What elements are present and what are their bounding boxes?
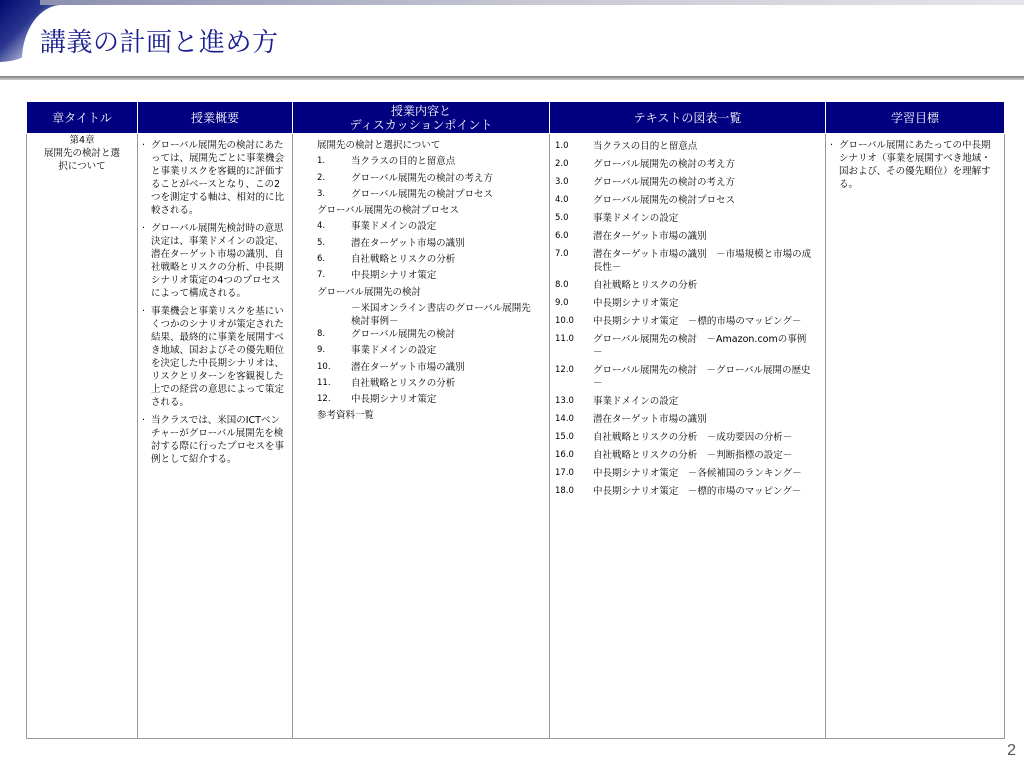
figure-item: [555, 176, 821, 189]
figure-title: グローバル展開先の検討プロセス: [593, 195, 736, 206]
content-heading-subtitle: －米国オンライン書店のグローバル展開先検討事例－: [351, 302, 531, 327]
table-header-row: [27, 102, 1005, 134]
syllabus-table: [26, 101, 1005, 739]
figure-number: 17.0: [555, 468, 574, 478]
content-item-number: 8.: [317, 328, 326, 339]
figure-number: 14.0: [555, 414, 574, 424]
content-item-number: 3.: [317, 188, 326, 199]
content-item-text: グローバル展開先の検討: [351, 328, 456, 340]
content-item-number: 4.: [317, 221, 326, 232]
figure-number: 15.0: [555, 432, 574, 442]
figure-title: 潜在ターゲット市場の識別: [593, 231, 707, 242]
figure-item: [555, 212, 821, 225]
overview-item: · 事業機会と事業リスクを基にいくつかのシナリオが策定された結果、最終的に事業を展開すべき地域、国およびその優先順位を決定した中長期シナリオは、リスクとリターンを客観視した上での経営の意思によって策定される。: [142, 305, 288, 409]
figure-item: [555, 279, 821, 292]
figure-item: [555, 395, 821, 408]
figure-item: [555, 413, 821, 426]
content-item-number: 2.: [317, 172, 326, 183]
chapter-title-line1: 展開先の検討と選: [43, 148, 120, 159]
content-item: [311, 328, 545, 344]
figures-cell: [550, 134, 826, 739]
goal-item: · グローバル展開にあたっての中長期シナリオ（事業を展開すべき地域・国および、その優先順位）を理解する。: [830, 139, 1000, 191]
chapter-title-line2: 択について: [58, 161, 106, 172]
content-item: [311, 253, 545, 269]
figure-title: グローバル展開先の検討の考え方: [593, 159, 736, 170]
header-goals: 学習目標: [826, 102, 1005, 134]
content-item-text: 中長期シナリオ策定: [351, 394, 437, 406]
content-item-number: 6.: [317, 254, 326, 265]
figure-number: 1.0: [555, 141, 569, 151]
content-heading: 参考資料一覧: [317, 410, 375, 422]
content-item-text: 自社戦略とリスクの分析: [351, 377, 456, 389]
figure-number: 4.0: [555, 195, 569, 205]
content-item: [311, 172, 545, 188]
header-chapter-title: 章タイトル: [27, 102, 138, 134]
content-item: [311, 155, 545, 171]
figure-number: 7.0: [555, 249, 569, 259]
content-item: [311, 344, 545, 360]
overview-cell: [138, 134, 293, 739]
content-item-number: 1.: [317, 156, 326, 167]
figure-title: 潜在ターゲット市場の識別: [593, 414, 707, 425]
chapter-cell: [27, 134, 138, 739]
figure-item: [555, 431, 821, 444]
content-item: [311, 188, 545, 204]
content-item-text: 当クラスの目的と留意点: [351, 156, 456, 168]
chapter-number: 第4章: [69, 135, 95, 146]
figure-title: 事業ドメインの設定: [593, 396, 679, 407]
figure-title: 中長期シナリオ策定 －標的市場のマッピング－: [593, 316, 802, 327]
content-list: [293, 134, 549, 426]
figure-title: 事業ドメインの設定: [593, 213, 679, 224]
content-item: [311, 361, 545, 377]
overview-item: · グローバル展開先検討時の意思決定は、事業ドメインの設定、潜在ターゲット市場の識別、自社戦略とリスクの分析、中長期シナリオ策定の4つのプロセスによって構成される。: [142, 222, 288, 300]
overview-item: · 当クラスでは、米国のICTベンチャーがグローバル展開先を検討する際に行ったプロセスを事例として紹介する。: [142, 414, 288, 466]
figure-number: 18.0: [555, 486, 574, 496]
header-content: [293, 102, 550, 134]
content-item-number: 7.: [317, 270, 326, 281]
header-content-line2: ディスカッションポイント: [349, 117, 493, 132]
header-overview: 授業概要: [138, 102, 293, 134]
content-item-number: 9.: [317, 345, 326, 356]
figure-item: [555, 467, 821, 480]
content-item: [311, 220, 545, 236]
figure-number: 5.0: [555, 213, 569, 223]
figure-item: [555, 140, 821, 153]
overview-item: · グローバル展開先の検討にあたっては、展開先ごとに事業機会と事業リスクを客観的に評価することがベースとなり、この2つを測定する軸は、相対的に比較される。: [142, 139, 288, 217]
figure-item: [555, 230, 821, 243]
overview-list: [138, 134, 292, 466]
figure-title: 中長期シナリオ策定 －各候補国のランキング－: [593, 468, 802, 479]
figures-list: [550, 134, 825, 498]
figure-title: 中長期シナリオ策定 －標的市場のマッピング－: [593, 486, 802, 497]
content-heading: グローバル展開先の検討プロセス: [317, 205, 460, 217]
figure-title: 自社戦略とリスクの分析: [593, 280, 698, 291]
figure-item: [555, 194, 821, 207]
figure-title: 潜在ターゲット市場の識別 －市場規模と市場の成長性－: [593, 249, 812, 273]
figure-item: [555, 158, 821, 171]
content-item-number: 12.: [317, 394, 331, 405]
figure-title: 中長期シナリオ策定: [593, 298, 679, 309]
content-item-text: 事業ドメインの設定: [351, 221, 437, 233]
content-cell: [293, 134, 550, 739]
figure-item: [555, 248, 821, 274]
content-item-text: 潜在ターゲット市場の識別: [351, 237, 465, 249]
figure-title: 当クラスの目的と留意点: [593, 141, 698, 152]
content-item-text: 事業ドメインの設定: [351, 345, 437, 357]
content-item-text: 潜在ターゲット市場の識別: [351, 361, 465, 373]
figure-title: 自社戦略とリスクの分析 －成功要因の分析－: [593, 432, 793, 443]
figure-item: [555, 315, 821, 328]
figure-number: 6.0: [555, 231, 569, 241]
figure-number: 8.0: [555, 280, 569, 290]
content-item-number: 10.: [317, 361, 331, 372]
figure-title: グローバル展開先の検討 －グローバル展開の歴史－: [593, 365, 811, 389]
figure-number: 9.0: [555, 298, 569, 308]
content-item-text: 自社戦略とリスクの分析: [351, 254, 456, 266]
figure-item: [555, 449, 821, 462]
content-heading: グローバル展開先の検討: [317, 286, 422, 298]
content-item: [311, 377, 545, 393]
figure-title: 自社戦略とリスクの分析 －判断指標の設定－: [593, 450, 793, 461]
figure-title: グローバル展開先の検討 －Amazon.comの事例－: [593, 334, 807, 358]
figure-item: [555, 333, 821, 359]
goals-list: [826, 134, 1004, 191]
content-heading: 展開先の検討と選択について: [317, 140, 441, 151]
figure-item: [555, 485, 821, 498]
figure-number: 12.0: [555, 365, 574, 375]
content-item-number: 11.: [317, 377, 331, 388]
table-row: [27, 134, 1005, 739]
figure-number: 13.0: [555, 396, 574, 406]
content-item-number: 5.: [317, 237, 326, 248]
content-item-text: 中長期シナリオ策定: [351, 270, 437, 282]
goals-cell: [826, 134, 1005, 739]
figure-number: 10.0: [555, 316, 574, 326]
content-item-text: グローバル展開先の検討プロセス: [351, 188, 494, 200]
header-content-line1: 授業内容と: [390, 103, 451, 118]
figure-number: 16.0: [555, 450, 574, 460]
page-number: 2: [1007, 742, 1016, 759]
page-title: 講義の計画と進め方: [40, 28, 279, 58]
content-item: [311, 237, 545, 253]
content-item-text: グローバル展開先の検討の考え方: [351, 172, 494, 184]
figure-number: 11.0: [555, 334, 574, 344]
header-divider: [0, 76, 1024, 80]
figure-title: グローバル展開先の検討の考え方: [593, 177, 736, 188]
content-item: [311, 269, 545, 285]
content-item: [311, 393, 545, 409]
figure-item: [555, 297, 821, 310]
figure-item: [555, 364, 821, 390]
figure-number: 3.0: [555, 177, 569, 187]
figure-number: 2.0: [555, 159, 569, 169]
slide-header: [0, 0, 1024, 82]
header-figures: テキストの図表一覧: [550, 102, 826, 134]
